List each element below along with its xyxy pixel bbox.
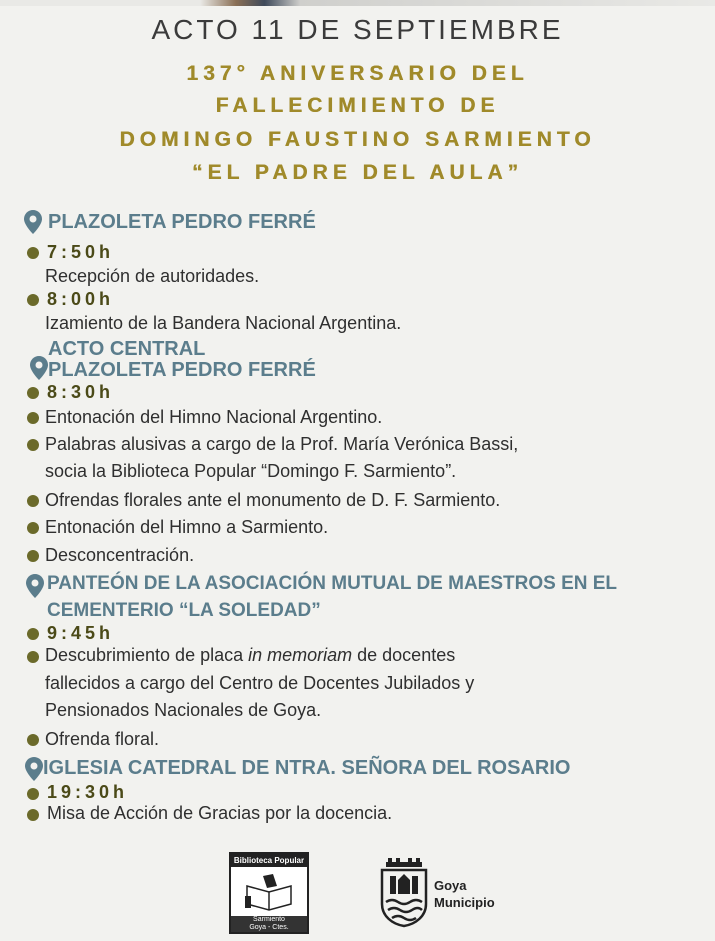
top-decorative-strip xyxy=(0,0,715,6)
section-title-plazoleta: PLAZOLETA PEDRO FERRÉ xyxy=(48,211,316,233)
bullet-dot xyxy=(27,550,39,562)
subtitle-line-3: DOMINGO FAUSTINO SARMIENTO xyxy=(119,128,596,151)
goya-municipio-wordmark xyxy=(434,877,495,911)
subtitle-line-4: “EL PADRE DEL AULA” xyxy=(191,161,524,184)
bullet-dot xyxy=(27,628,39,640)
agenda-item-emphasis: in memoriam xyxy=(248,645,353,665)
biblioteca-logo-footer-line2: Goya - Ctes. xyxy=(249,924,289,931)
subtitle-line-1: 137° ANIVERSARIO DEL xyxy=(186,62,529,85)
time-label: 8:30h xyxy=(47,382,115,402)
location-pin-icon xyxy=(25,757,43,781)
section-title-panteon: PANTEÓN DE LA ASOCIACIÓN MUTUAL DE MAESTROS EN EL xyxy=(47,573,618,594)
bullet-dot xyxy=(27,522,39,534)
location-pin-icon xyxy=(24,210,42,234)
agenda-item: Izamiento de la Bandera Nacional Argentina. xyxy=(45,313,402,333)
open-book-icon xyxy=(243,872,295,912)
subtitle-line-2: FALLECIMIENTO DE xyxy=(215,94,500,117)
bullet-dot xyxy=(27,247,39,259)
agenda-item xyxy=(45,645,455,666)
location-pin-icon xyxy=(30,356,48,380)
section-title-plazoleta-2: PLAZOLETA PEDRO FERRÉ xyxy=(48,359,316,381)
event-title: ACTO 11 DE SEPTIEMBRE xyxy=(151,14,564,45)
bullet-dot xyxy=(27,495,39,507)
location-pin-icon xyxy=(26,574,44,598)
agenda-item: Ofrenda floral. xyxy=(45,729,160,749)
agenda-item-text-end: de docentes xyxy=(352,645,456,665)
time-label: 19:30h xyxy=(47,782,129,802)
time-label: 9:45h xyxy=(47,623,115,643)
bullet-dot xyxy=(27,412,39,424)
biblioteca-popular-logo xyxy=(229,852,309,934)
goya-municipio-label: Municipio xyxy=(434,895,495,910)
agenda-item-text: Descubrimiento de placa xyxy=(45,645,249,665)
agenda-item-continued: socia la Biblioteca Popular “Domingo F. Sarmiento”. xyxy=(45,461,457,481)
agenda-item-continued: fallecidos a cargo del Centro de Docentes Jubilados y xyxy=(45,673,475,693)
section-title-acto-central: ACTO CENTRAL xyxy=(48,338,206,360)
agenda-item: Ofrendas florales ante el monumento de D. F. Sarmiento. xyxy=(45,490,501,510)
bullet-dot xyxy=(27,387,39,399)
agenda-item-continued: Pensionados Nacionales de Goya. xyxy=(45,700,322,720)
agenda-item: Recepción de autoridades. xyxy=(45,266,260,286)
agenda-item: Desconcentración. xyxy=(45,545,195,565)
bullet-dot xyxy=(27,651,39,663)
bullet-dot xyxy=(27,294,39,306)
agenda-item: Entonación del Himno a Sarmiento. xyxy=(45,517,329,537)
agenda-item: Palabras alusivas a cargo de la Prof. María Verónica Bassi, xyxy=(45,434,519,454)
agenda-item: Misa de Acción de Gracias por la docencia. xyxy=(47,803,393,823)
bullet-dot xyxy=(27,439,39,451)
goya-municipio-crest-icon xyxy=(380,858,428,928)
section-title-cementerio: CEMENTERIO “LA SOLEDAD” xyxy=(47,600,321,621)
agenda-item: Entonación del Himno Nacional Argentino. xyxy=(45,407,383,427)
bullet-dot xyxy=(27,734,39,746)
biblioteca-logo-footer-line1: Sarmiento xyxy=(253,916,285,923)
goya-name: Goya xyxy=(434,878,467,893)
time-label: 8:00h xyxy=(47,289,115,309)
time-label: 7:50h xyxy=(47,242,115,262)
section-title-iglesia: IGLESIA CATEDRAL DE NTRA. SEÑORA DEL ROSARIO xyxy=(43,757,571,779)
biblioteca-logo-title: Biblioteca Popular xyxy=(231,854,307,867)
biblioteca-logo-footer xyxy=(231,916,307,932)
bullet-dot xyxy=(27,788,39,800)
bullet-dot xyxy=(27,809,39,821)
